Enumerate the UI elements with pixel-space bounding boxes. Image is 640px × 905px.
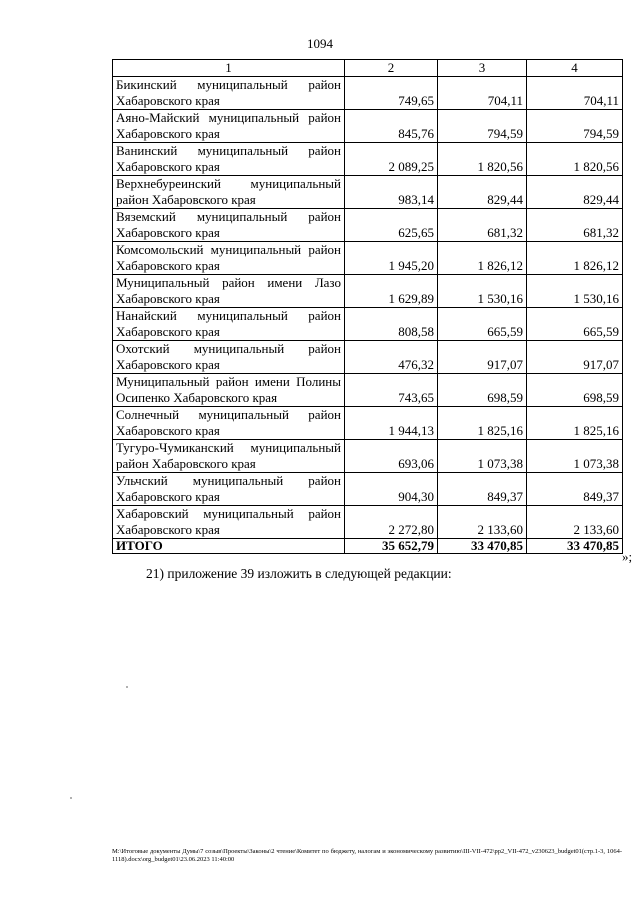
value-col2: 743,65 — [345, 374, 438, 407]
value-col2: 1 944,13 — [345, 407, 438, 440]
total-c4: 33 470,85 — [527, 539, 623, 554]
value-col2: 808,58 — [345, 308, 438, 341]
total-c2: 35 652,79 — [345, 539, 438, 554]
district-name: Муниципальный район имени Полины Осипенко Хабаровского края — [113, 374, 345, 407]
total-label: ИТОГО — [113, 539, 345, 554]
scan-speck — [126, 686, 128, 688]
value-col2: 904,30 — [345, 473, 438, 506]
district-name: Ульчский муниципальный район Хабаровского края — [113, 473, 345, 506]
budget-table — [112, 59, 623, 554]
value-col3: 794,59 — [438, 110, 527, 143]
district-name: Муниципальный район имени Лазо Хабаровского края — [113, 275, 345, 308]
value-col4: 1 073,38 — [527, 440, 623, 473]
header-cell: 3 — [438, 60, 527, 77]
table-row — [113, 143, 623, 176]
value-col3: 681,32 — [438, 209, 527, 242]
value-col4: 794,59 — [527, 110, 623, 143]
value-col3: 1 530,16 — [438, 275, 527, 308]
table-row — [113, 275, 623, 308]
value-col2: 749,65 — [345, 77, 438, 110]
value-col3: 1 825,16 — [438, 407, 527, 440]
value-col2: 845,76 — [345, 110, 438, 143]
table-row — [113, 506, 623, 539]
next-paragraph: 21) приложение 39 изложить в следующей редакции: — [146, 566, 452, 581]
table-row — [113, 77, 623, 110]
value-col2: 983,14 — [345, 176, 438, 209]
district-name: Охотский муниципальный район Хабаровского края — [113, 341, 345, 374]
district-name: Комсомольский муниципальный район Хабаровского края — [113, 242, 345, 275]
header-cell: 1 — [113, 60, 345, 77]
value-col4: 681,32 — [527, 209, 623, 242]
value-col3: 698,59 — [438, 374, 527, 407]
value-col2: 2 089,25 — [345, 143, 438, 176]
district-name: Хабаровский муниципальный район Хабаровского края — [113, 506, 345, 539]
district-name: Нанайский муниципальный район Хабаровского края — [113, 308, 345, 341]
value-col3: 665,59 — [438, 308, 527, 341]
table-row — [113, 110, 623, 143]
district-name: Аяно-Майский муниципальный район Хабаровского края — [113, 110, 345, 143]
table-row — [113, 407, 623, 440]
value-col2: 625,65 — [345, 209, 438, 242]
header-row — [113, 60, 623, 77]
district-name: Бикинский муниципальный район Хабаровского края — [113, 77, 345, 110]
table-row — [113, 242, 623, 275]
district-name: Верхнебуреинский муниципальный район Хабаровского края — [113, 176, 345, 209]
table-row — [113, 176, 623, 209]
value-col3: 1 820,56 — [438, 143, 527, 176]
value-col4: 849,37 — [527, 473, 623, 506]
value-col4: 917,07 — [527, 341, 623, 374]
value-col2: 2 272,80 — [345, 506, 438, 539]
value-col3: 849,37 — [438, 473, 527, 506]
table-row — [113, 473, 623, 506]
scan-speck — [70, 797, 72, 799]
total-c3: 33 470,85 — [438, 539, 527, 554]
district-name: Ванинский муниципальный район Хабаровского края — [113, 143, 345, 176]
table-row — [113, 341, 623, 374]
value-col4: 1 825,16 — [527, 407, 623, 440]
value-col3: 1 073,38 — [438, 440, 527, 473]
district-name: Вяземский муниципальный район Хабаровского края — [113, 209, 345, 242]
value-col2: 1 629,89 — [345, 275, 438, 308]
value-col3: 917,07 — [438, 341, 527, 374]
table-row — [113, 308, 623, 341]
closing-quote: »; — [622, 549, 633, 564]
table-row — [113, 440, 623, 473]
value-col4: 2 133,60 — [527, 506, 623, 539]
value-col3: 1 826,12 — [438, 242, 527, 275]
header-cell: 4 — [527, 60, 623, 77]
value-col2: 693,06 — [345, 440, 438, 473]
value-col4: 1 826,12 — [527, 242, 623, 275]
total-row — [113, 539, 623, 554]
value-col4: 665,59 — [527, 308, 623, 341]
table-row — [113, 374, 623, 407]
value-col3: 829,44 — [438, 176, 527, 209]
value-col4: 1 820,56 — [527, 143, 623, 176]
value-col4: 1 530,16 — [527, 275, 623, 308]
value-col2: 1 945,20 — [345, 242, 438, 275]
footer-file-path: M:\Итоговые документы Думы\7 созыв\Проекты\Законы\2 чтение\Комитет по бюджету, налогам и экономическому развитию\III-VII-472\рр2_VII-472_v230623_budget01(стр.1-3, 1064-1118).docx\org_budget01\23.06.2023 11:40:00 — [112, 848, 622, 863]
value-col4: 698,59 — [527, 374, 623, 407]
value-col4: 829,44 — [527, 176, 623, 209]
value-col4: 704,11 — [527, 77, 623, 110]
district-name: Солнечный муниципальный район Хабаровского края — [113, 407, 345, 440]
district-name: Тугуро-Чумиканский муниципальный район Хабаровского края — [113, 440, 345, 473]
value-col3: 704,11 — [438, 77, 527, 110]
page-number: 1094 — [307, 36, 333, 51]
header-cell: 2 — [345, 60, 438, 77]
value-col3: 2 133,60 — [438, 506, 527, 539]
value-col2: 476,32 — [345, 341, 438, 374]
table-row — [113, 209, 623, 242]
